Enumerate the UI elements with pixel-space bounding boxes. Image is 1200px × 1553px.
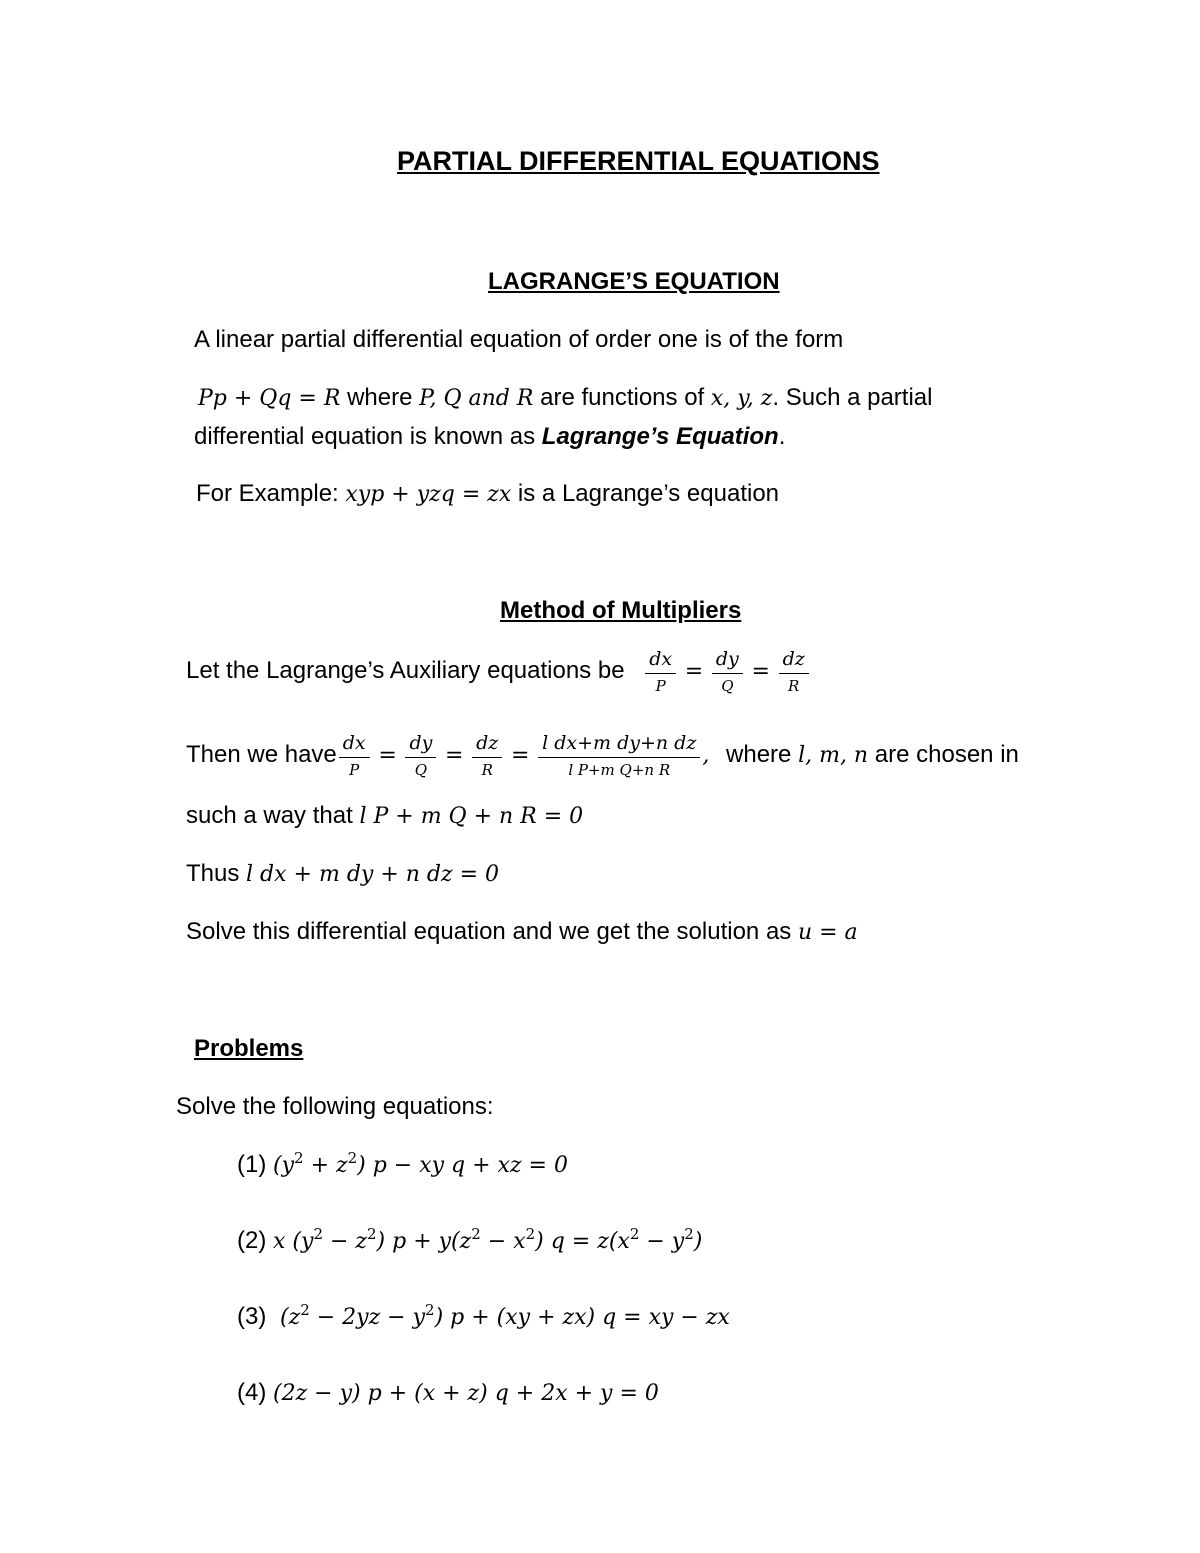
- problem-number: (1): [237, 1151, 267, 1178]
- problem-3: (3) $(z^2 - 2yz - y^2) p + (xy + zx) q$ = xy − zx: [237, 1301, 730, 1330]
- page-title: PARTIAL DIFFERENTIAL EQUATIONS: [397, 146, 880, 176]
- such-text: . Such a partial: [772, 384, 933, 411]
- thus-text: Thus: [186, 860, 240, 887]
- problem-4: (4) (2z − y) p + (x + z) q + 2x + y = 0: [237, 1379, 659, 1406]
- fraction-dz-R: $\frac{dz}{R}$: [472, 732, 502, 779]
- pqr-vars: P, Q and R: [419, 386, 534, 411]
- form-line: [198, 384, 932, 412]
- then-text: Then we have: [186, 740, 337, 768]
- fraction-combined: $\frac{\text{l dx+m dy+n dz}}{\text{l P+m Q+n R}}$: [538, 732, 700, 779]
- fraction-dz-R: $\frac{dz}{R}$: [779, 648, 809, 695]
- xyz-vars: x, y, z: [710, 386, 773, 411]
- problem-number: (3): [237, 1303, 267, 1330]
- thus-line: [186, 860, 499, 888]
- aux-line: Let the Lagrange’s Auxiliary equations be $\frac{dx}{P}$ = $\frac{dy}{Q}$ = $\frac{dz}{R}$: [186, 648, 811, 695]
- fraction-dx-P: $\frac{dx}{P}$: [645, 648, 676, 695]
- example-tail: is a Lagrange’s equation: [517, 480, 780, 507]
- where-text: where: [347, 384, 413, 411]
- fraction-dy-Q: $\frac{dy}{Q}$: [712, 648, 743, 695]
- form-equation: Pp + Qq = R: [198, 386, 341, 411]
- problem-number: (2): [237, 1227, 267, 1254]
- are-functions-text: are functions of: [540, 384, 705, 411]
- multipliers-heading: Method of Multipliers: [500, 597, 742, 624]
- solve-text: Solve this differential equation and we get the solution as: [186, 918, 792, 945]
- lmn-vars: l, m, n: [798, 742, 869, 768]
- known-period: .: [778, 423, 786, 450]
- fraction-dy-Q: $\frac{dy}{Q}$: [405, 732, 436, 779]
- example-equation: xyp + yzq = zx: [345, 482, 512, 507]
- thus-equation: l dx + m dy + n dz = 0: [246, 862, 500, 887]
- problems-heading: Problems: [194, 1035, 304, 1062]
- problems-intro: Solve the following equations:: [176, 1093, 494, 1120]
- such-line: [186, 802, 583, 830]
- then-line: Then we have $\frac{dx}{P}$ = $\frac{dy}{Q}$ = $\frac{dz}{R}$ = $\frac{\text{l dx+m dy+n dz}}{\text{l P+m Q+n R}}$ , where l, m, n are chosen in: [186, 732, 1019, 779]
- example-label: For Example:: [196, 480, 339, 507]
- problem-1: (1) $(y^2 + z^2) p$ − xy q + xz = 0: [237, 1149, 568, 1178]
- such-text: such a way that: [186, 802, 353, 829]
- known-text: differential equation is known as: [194, 423, 536, 450]
- fraction-dx-P: $\frac{dx}{P}$: [339, 732, 370, 779]
- where-text: where: [726, 740, 792, 768]
- intro-text: A linear partial differential equation of order one is of the form: [194, 326, 844, 353]
- known-line: [194, 423, 785, 451]
- problem-2: (2) x $(y^2 - z^2) p + y(z^2 - x^2) q = z(x^2 - y^2)$: [237, 1225, 703, 1254]
- aux-text: Let the Lagrange’s Auxiliary equations be: [186, 656, 625, 684]
- example-line: [196, 480, 779, 508]
- chosen-text: are chosen in: [874, 740, 1019, 768]
- solve-line: [186, 918, 858, 946]
- solution-equation: u = a: [797, 920, 858, 945]
- condition-equation: l P + m Q + n R = 0: [359, 804, 584, 829]
- lagrange-equation-name: Lagrange’s Equation: [541, 423, 779, 450]
- lagrange-heading: LAGRANGE’S EQUATION: [488, 268, 780, 295]
- problem-number: (4): [237, 1379, 267, 1406]
